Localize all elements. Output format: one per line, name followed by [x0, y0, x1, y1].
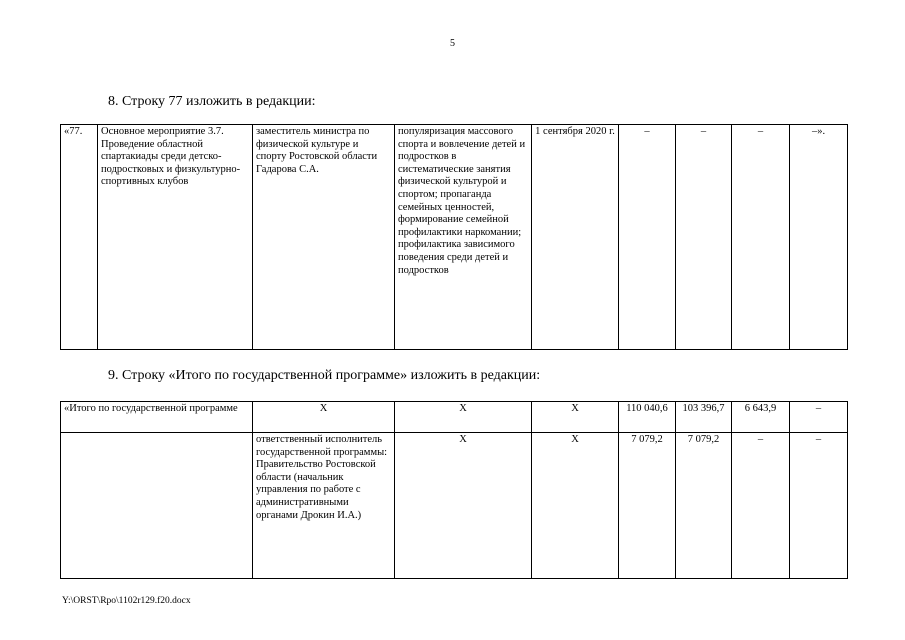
- table-row: [61, 125, 848, 350]
- activity-name: Основное мероприятие 3.7. Проведение областной спартакиады среди детско-подростковых и физкультурно-спортивных клубов: [98, 125, 253, 350]
- value-cell-1: 110 040,6: [619, 402, 676, 433]
- section-9-heading: 9. Строку «Итого по государственной программе» изложить в редакции:: [108, 368, 541, 383]
- section-8-heading: 8. Строку 77 изложить в редакции:: [108, 94, 316, 109]
- page-number: 5: [450, 38, 455, 49]
- value-cell-2: 103 396,7: [676, 402, 732, 433]
- value-cell-3: –: [732, 125, 790, 350]
- value-cell-3: –: [732, 433, 790, 579]
- x-cell-3: Х: [532, 433, 619, 579]
- table-row: [61, 433, 848, 579]
- row-77-table: [60, 124, 848, 350]
- total-table: [60, 401, 848, 579]
- value-cell-1: –: [619, 125, 676, 350]
- responsible-executor: ответственный исполнитель государственной программы: Правительство Ростовской области (начальник управления по работе с административными органами Дрокин И.А.): [253, 433, 395, 579]
- value-cell-2: 7 079,2: [676, 433, 732, 579]
- value-cell-1: 7 079,2: [619, 433, 676, 579]
- value-cell-4: –: [790, 433, 848, 579]
- value-cell-3: 6 643,9: [732, 402, 790, 433]
- total-label: «Итого по государственной программе: [61, 402, 253, 433]
- x-cell-2: Х: [395, 433, 532, 579]
- deadline: 1 сентября 2020 г.: [532, 125, 619, 350]
- value-cell-4: –».: [790, 125, 848, 350]
- row-number: «77.: [61, 125, 98, 350]
- empty-cell: [61, 433, 253, 579]
- expected-result: популяризация массового спорта и вовлечение детей и подростков в систематические занятия физической культурой и спортом; пропаганда семейных ценностей, формирование семейной профилактики наркомании; профилактика зависимого поведения среди детей и подростков: [395, 125, 532, 350]
- value-cell-4: –: [790, 402, 848, 433]
- x-cell-2: Х: [395, 402, 532, 433]
- table-row: [61, 402, 848, 433]
- file-path-footer: Y:\ORST\Rpo\1102r129.f20.docx: [62, 596, 191, 606]
- x-cell-1: Х: [253, 402, 395, 433]
- executor: заместитель министра по физической культуре и спорту Ростовской области Гадарова С.А.: [253, 125, 395, 350]
- value-cell-2: –: [676, 125, 732, 350]
- x-cell-3: Х: [532, 402, 619, 433]
